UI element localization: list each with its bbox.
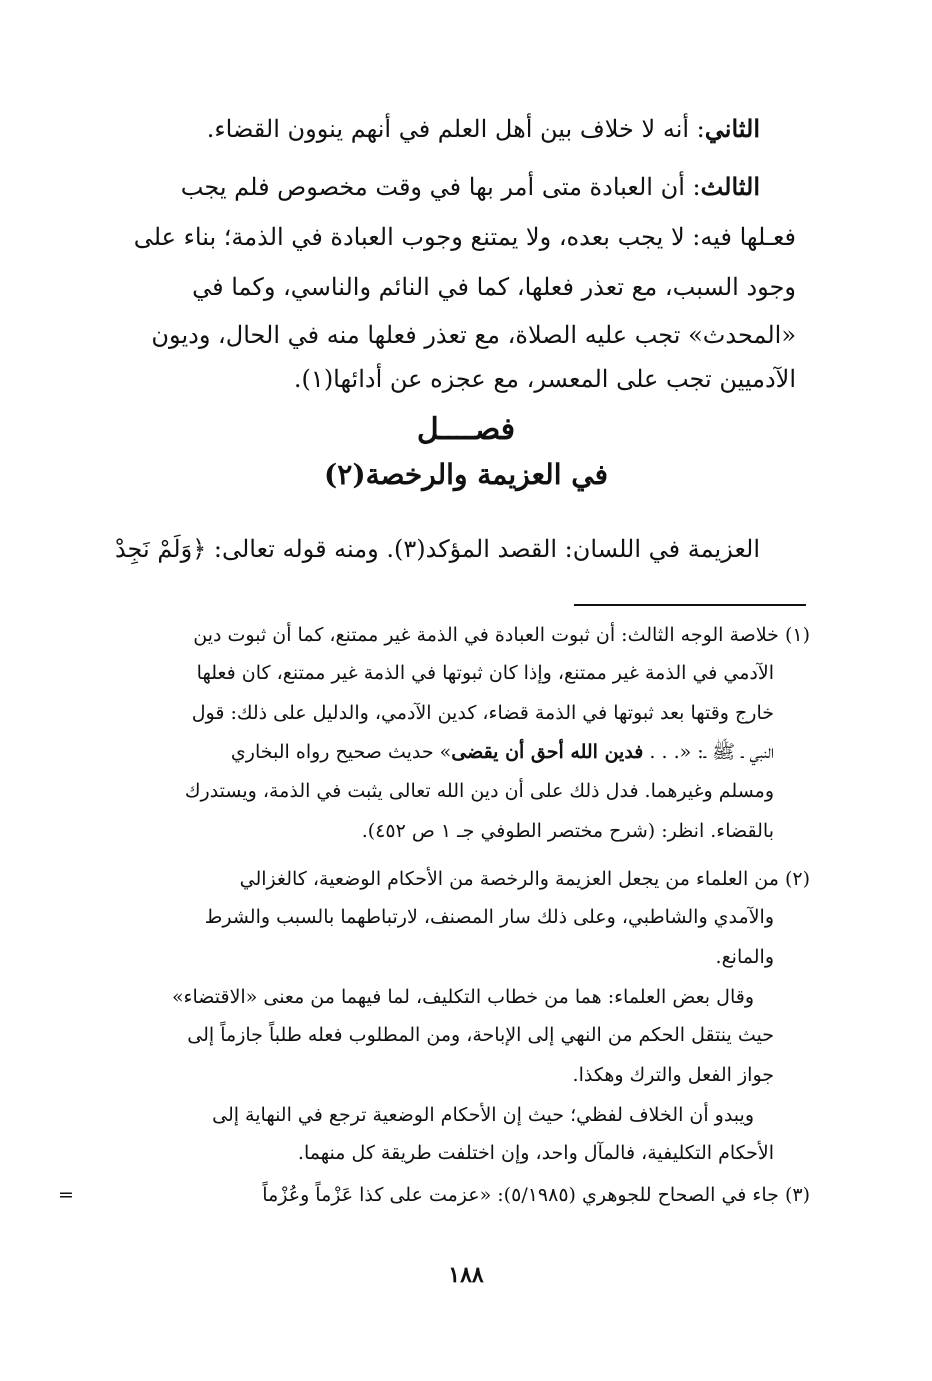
paragraph-second-text: : أنه لا خلاف بين أهل العلم في أنهم ينوون القضاء.: [206, 115, 705, 143]
footnote-2-line4: وقال بعض العلماء: هما من خطاب التكليف، لما فيهما من معنى «الاقتضاء»: [171, 986, 754, 1008]
section-subtitle: في العزيمة والرخصة(٢): [324, 458, 608, 491]
section-intro: العزيمة في اللسان: القصد المؤكد(٣). ومنه قوله تعالى: ﴿وَلَمْ نَجِدْ: [114, 535, 760, 563]
footnote-1-line1: (١) خلاصة الوجه الثالث: أن ثبوت العبادة في الذمة غير ممتنع، كما أن ثبوت دين: [193, 624, 810, 646]
footnote-2-line1: (٢) من العلماء من يجعل العزيمة والرخصة من الأحكام الوضعية، كالغزالي: [239, 868, 810, 890]
footnote-separator: [574, 604, 806, 606]
paragraph-third-line5: الآدميين تجب على المعسر، مع عجزه عن أدائها(١).: [293, 365, 796, 393]
footnote-2-line8: الأحكام التكليفية، فالمآل واحد، وإن اختلفت طريقة كل منهما.: [297, 1142, 774, 1164]
footnote-1-line3: خارج وقتها بعد ثبوتها في الذمة قضاء، كدين الآدمي، والدليل على ذلك: قول: [191, 702, 774, 724]
footnote-2-line7: ويبدو أن الخلاف لفظي؛ حيث إن الأحكام الوضعية ترجع في النهاية إلى: [212, 1104, 754, 1126]
continuation-mark: =: [58, 1184, 74, 1206]
footnote-1-line4-end: » حديث صحيح رواه البخاري: [230, 741, 452, 763]
footnote-1-line4: [231, 740, 774, 768]
section-title: فصــــل: [416, 412, 516, 447]
page-number: ١٨٨: [448, 1262, 484, 1288]
footnote-1-line2: الآدمي في الذمة غير ممتنع، وإذا كان ثبوتها في الذمة غير ممتنع، كان فعلها: [196, 662, 774, 684]
paragraph-third-line1: [181, 164, 760, 210]
footnote-2-line3: والمانع.: [715, 946, 774, 968]
footnote-1-line6: بالقضاء. انظر: (شرح مختصر الطوفي جـ ١ ص ٤٥٢).: [361, 820, 774, 842]
footnote-2-line5: حيث ينتقل الحكم من النهي إلى الإباحة، ومن المطلوب فعله طلباً جازماً إلى: [187, 1024, 774, 1046]
paragraph-third-line4: «المحدث» تجب عليه الصلاة، مع تعذر فعلها منه في الحال، وديون: [151, 321, 796, 349]
paragraph-third-line2: فعـلها فيه: لا يجب بعده، ولا يمتنع وجوب العبادة في الذمة؛ بناء على: [133, 223, 796, 251]
paragraph-third-line3: وجود السبب، مع تعذر فعلها، كما في النائم والناسي، وكما في: [192, 273, 796, 301]
paragraph-second: [207, 106, 760, 152]
footnote-2-line2: والآمدي والشاطبي، وعلى ذلك سار المصنف، لارتباطهما بالسبب والشرط: [204, 906, 774, 928]
footnote-3-line1: (٣) جاء في الصحاح للجوهري (٥/١٩٨٥): «عزمت على كذا عَزْماً وعُزْماً: [262, 1184, 810, 1206]
hadith-quote: فدين الله أحق أن يقضى: [451, 741, 644, 763]
footnote-2-line6: جواز الفعل والترك وهكذا.: [572, 1064, 774, 1086]
footnote-1-line5: ومسلم وغيرهما. فدل ذلك على أن دين الله تعالى يثبت في الذمة، ويستدرك: [184, 780, 774, 802]
footnote-1-line4-start: النبي ـ ﷺ ـ: «. . .: [649, 741, 774, 763]
label-third: الثالث: [700, 172, 760, 201]
paragraph-third-text1: : أن العبادة متى أمر بها في وقت مخصوص فلم يجب: [180, 173, 701, 201]
label-second: الثاني: [704, 114, 760, 143]
